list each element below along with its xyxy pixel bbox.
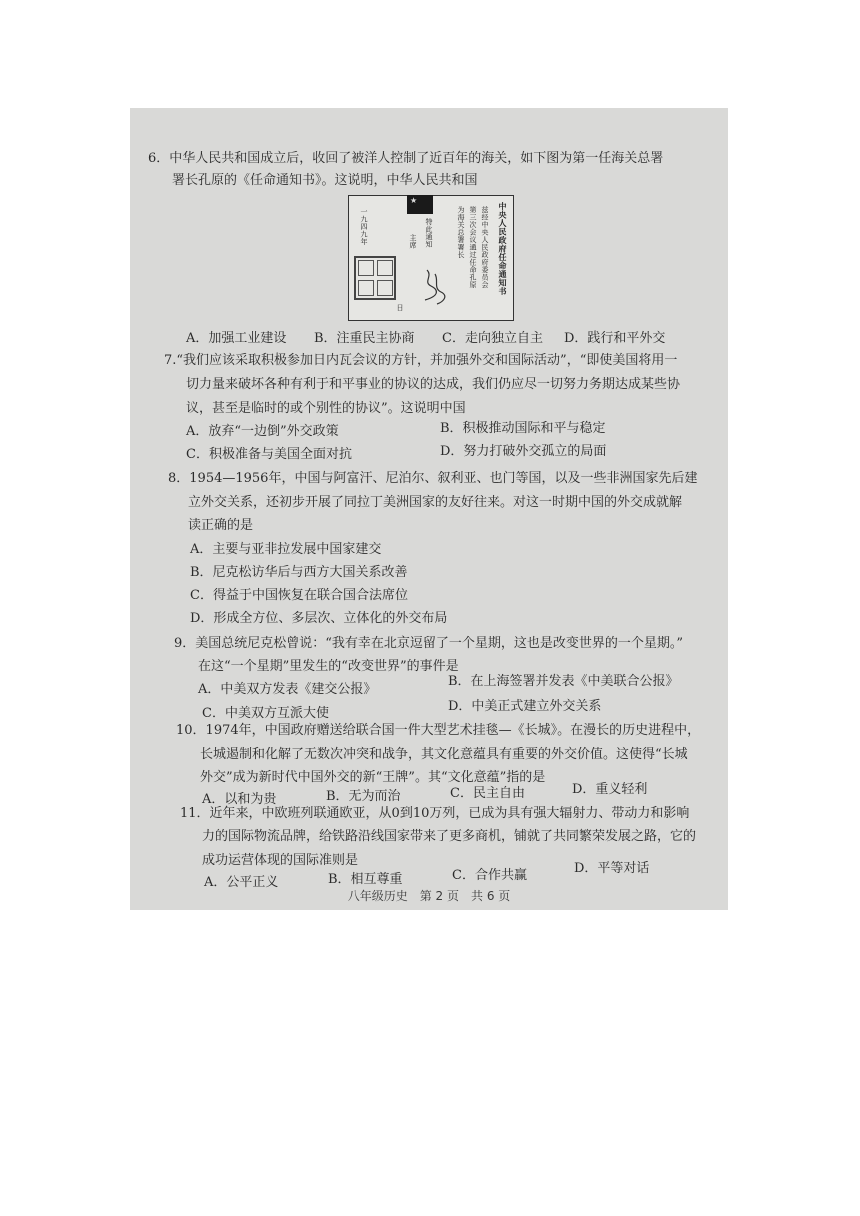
q7-option-b: B．积极推动国际和平与稳定	[440, 421, 606, 436]
q9-option-d: D．中美正式建立外交关系	[448, 699, 602, 714]
q7-stem-line3: 议，甚至是临时的或个别性的协议”。这说明中国	[186, 401, 466, 416]
q9-stem-line1: 9．美国总统尼克松曾说：“我有幸在北京逗留了一个星期，这也是改变世界的一个星期。”	[174, 636, 684, 651]
q7-stem-line2: 切力量来破坏各种有利于和平事业的协议的达成，我们仍应尽一切努力务期达成某些协	[186, 377, 681, 392]
q8-option-c: C．得益于中国恢复在联合国合法席位	[190, 588, 408, 603]
cert-text-a: 兹经中央人民政府委员会	[481, 206, 489, 289]
q7-option-d: D．努力打破外交孤立的局面	[440, 444, 607, 459]
q6-option-d: D．践行和平外交	[564, 331, 666, 346]
cert-text-b: 第三次会议通过任命孔原	[469, 206, 477, 289]
cert-text-e: 主席	[409, 234, 417, 249]
q10-stem-line1: 10．1974年，中国政府赠送给联合国一件大型艺术挂毯—《长城》。在漫长的历史进程中，	[176, 723, 701, 738]
q9-option-a: A．中美双方发表《建交公报》	[198, 682, 377, 697]
flag-icon: ★	[407, 195, 433, 214]
q6-option-a: A．加强工业建设	[186, 331, 287, 346]
q6-option-b: B．注重民主协商	[314, 331, 415, 346]
q11-option-d: D．平等对话	[574, 861, 650, 876]
q6-option-c: C．走向独立自主	[442, 331, 543, 346]
q10-stem-line2: 长城遏制和化解了无数次冲突和战争，其文化意蕴具有重要的外交价值。这使得“长城	[200, 747, 688, 762]
cert-date: 一九四九年	[360, 208, 368, 246]
cert-title: 中央人民政府任命通知书	[498, 202, 508, 296]
q7-option-a: A．放弃“一边倒”外交政策	[186, 424, 339, 439]
q8-stem-line2: 立外交关系，还初步开展了同拉丁美洲国家的友好往来。对这一时期中国的外交成就解	[188, 495, 683, 510]
seal-stamp	[354, 256, 396, 300]
signature	[419, 266, 449, 306]
q10-option-b: B．无为而治	[326, 789, 401, 804]
q8-stem-line1: 8．1954—1956年，中国与阿富汗、尼泊尔、叙利亚、也门等国，以及一些非洲国家先后建	[168, 471, 698, 486]
page-footer: 八年级历史 第 2 页 共 6 页	[347, 889, 511, 903]
q8-option-d: D．形成全方位、多层次、立体化的外交布局	[190, 611, 448, 626]
q8-option-a: A．主要与亚非拉发展中国家建交	[190, 542, 382, 557]
q8-option-b: B．尼克松访华后与西方大国关系改善	[190, 565, 408, 580]
cert-text-d: 特此通知	[425, 218, 433, 248]
q6-stem-line2: 署长孔原的《任命通知书》。这说明，中华人民共和国	[172, 173, 478, 188]
q11-stem-line2: 力的国际物流品牌，给铁路沿线国家带来了更多商机，铺就了共同繁荣发展之路，它的	[202, 829, 697, 844]
q9-option-b: B．在上海签署并发表《中美联合公报》	[448, 674, 679, 689]
q11-stem-line1: 11．近年来，中欧班列联通欧亚，从0到10万列，已成为具有强大辐射力、带动力和影响	[180, 806, 690, 821]
q10-option-a: A．以和为贵	[202, 792, 277, 807]
q7-stem-line1: 7.“我们应该采取积极参加日内瓦会议的方针，并加强外交和国际活动”，“即使美国将用一	[164, 353, 678, 368]
q8-stem-line3: 读正确的是	[188, 518, 254, 533]
q10-option-d: D．重义轻利	[572, 782, 648, 797]
q9-stem-line2: 在这“一个星期”里发生的“改变世界”的事件是	[198, 659, 459, 674]
appointment-notice-image	[348, 195, 514, 321]
q11-stem-line3: 成功运营体现的国际准则是	[202, 853, 359, 868]
q10-option-c: C．民主自由	[450, 786, 525, 801]
q10-stem-line3: 外交”成为新时代中国外交的新“王牌”。其“文化意蕴”指的是	[200, 770, 546, 785]
q11-option-c: C．合作共赢	[452, 868, 527, 883]
cert-date-day: 日	[396, 304, 404, 312]
q11-option-a: A．公平正义	[204, 875, 279, 890]
q9-option-c: C．中美双方互派大使	[202, 706, 329, 721]
exam-page-photo	[130, 108, 728, 910]
q6-stem-line1: 6．中华人民共和国成立后，收回了被洋人控制了近百年的海关，如下图为第一任海关总署	[148, 151, 664, 166]
q7-option-c: C．积极准备与美国全面对抗	[186, 447, 352, 462]
cert-text-c: 为海关总署署长	[457, 206, 465, 259]
q11-option-b: B．相互尊重	[328, 872, 403, 887]
